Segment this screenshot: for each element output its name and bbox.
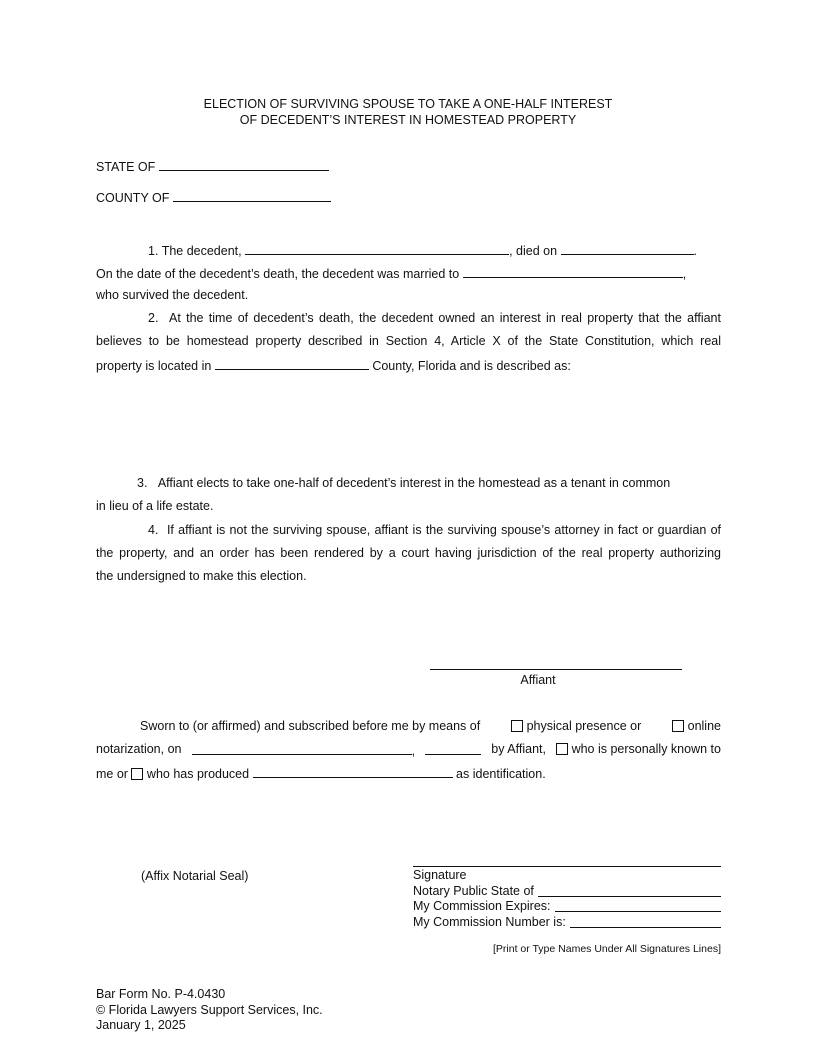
jurat-line1 — [140, 719, 721, 733]
notary-state-row — [413, 884, 721, 900]
notary-state-label: Notary Public State of — [413, 883, 534, 898]
title-line-1: ELECTION OF SURVIVING SPOUSE TO TAKE A ONE-HALF INTEREST — [203, 97, 613, 111]
commission-expires-row — [413, 899, 721, 915]
commission-expires-field[interactable] — [555, 899, 721, 912]
copyright-notice: © Florida Lawyers Support Services, Inc. — [96, 1002, 323, 1017]
personally-known-checkbox[interactable] — [556, 743, 568, 755]
para3-line2: in lieu of a life estate. — [96, 499, 214, 513]
state-field[interactable] — [159, 158, 329, 171]
physical-presence-label: physical presence or — [526, 719, 642, 733]
para1-line3: who survived the decedent. — [96, 288, 249, 302]
date-of-death-field[interactable] — [561, 242, 694, 255]
married-to-label: On the date of the decedent’s death, the decedent was married to — [96, 267, 460, 281]
para1-comma: , — [682, 267, 687, 281]
para1-period: . — [693, 244, 698, 258]
by-affiant-label: by Affiant, — [491, 742, 546, 756]
county-florida-label: County, Florida and is described as: — [372, 359, 571, 373]
online-label: online — [687, 719, 721, 733]
identification-type-field[interactable] — [253, 765, 453, 778]
notary-state-field[interactable] — [538, 884, 721, 897]
county-of-row — [96, 189, 331, 205]
notarization-on-label: notarization, on — [96, 742, 182, 756]
produced-id-checkbox[interactable] — [131, 768, 143, 780]
county-field[interactable] — [173, 189, 331, 202]
commission-number-row — [413, 915, 721, 931]
para4-line1: 4. If affiant is not the surviving spouse, affiant is the surviving spouse’s attorney in fact or guardian of — [148, 523, 721, 537]
form-date: January 1, 2025 — [96, 1018, 186, 1032]
notarization-date-field[interactable] — [192, 742, 412, 755]
para1-line1 — [148, 242, 697, 258]
title-line-2: OF DECEDENT’S INTEREST IN HOMESTEAD PROPERTY — [239, 112, 577, 127]
footer — [96, 987, 323, 1034]
signature-label: Signature — [413, 868, 467, 882]
online-notarization-checkbox[interactable] — [672, 720, 684, 732]
personally-known-label: who is personally known to — [571, 742, 721, 756]
para1-decedent-label: The decedent, — [161, 244, 242, 258]
state-of-label: STATE OF — [96, 160, 156, 174]
notary-signature-line[interactable] — [413, 866, 721, 867]
state-of-row — [96, 158, 329, 174]
county-location-field[interactable] — [215, 357, 369, 370]
county-of-label: COUNTY OF — [96, 191, 170, 205]
para4-line3: the undersigned to make this election. — [96, 569, 307, 583]
para2-line2: believes to be homestead property described in Section 4, Article X of the State Constitution, which real — [96, 334, 721, 348]
para1-number: 1. — [148, 244, 159, 258]
para1-died-on-label: , died on — [509, 244, 558, 258]
notarial-seal-label: (Affix Notarial Seal) — [141, 869, 249, 883]
physical-presence-checkbox[interactable] — [511, 720, 523, 732]
jurat-line2 — [96, 742, 721, 758]
commission-number-field[interactable] — [570, 915, 721, 928]
commission-expires-label: My Commission Expires: — [413, 899, 551, 913]
me-or-label: me or — [96, 767, 128, 781]
affiant-label: Affiant — [520, 673, 556, 687]
para2-line1: 2. At the time of decedent’s death, the decedent owned an interest in real property that the affiant — [148, 311, 721, 325]
decedent-name-field[interactable] — [245, 242, 509, 255]
located-in-label: property is located in — [96, 359, 212, 373]
notary-block — [413, 868, 721, 930]
document-title — [0, 97, 816, 128]
who-has-produced-label: who has produced — [146, 767, 250, 781]
para3-line1: 3. Affiant elects to take one-half of decedent’s interest in the homestead as a tenant in common — [137, 476, 671, 490]
para1-line2 — [96, 265, 686, 281]
notarization-year-field[interactable] — [425, 742, 481, 755]
jurat-comma: , — [411, 744, 416, 758]
jurat-line3 — [96, 765, 546, 781]
para4-line2: the property, and an order has been rendered by a court having jurisdiction of the real property authorizing — [96, 546, 721, 560]
affiant-signature-line[interactable] — [430, 669, 682, 670]
jurat-sworn-text: Sworn to (or affirmed) and subscribed before me by means of — [140, 719, 481, 733]
print-names-note: [Print or Type Names Under All Signatures Lines] — [492, 943, 721, 955]
as-identification-label: as identification. — [456, 767, 546, 781]
bar-form-number: Bar Form No. P-4.0430 — [96, 987, 226, 1001]
para2-line3 — [96, 357, 571, 373]
commission-number-label: My Commission Number is: — [413, 914, 566, 929]
spouse-name-field[interactable] — [463, 265, 683, 278]
